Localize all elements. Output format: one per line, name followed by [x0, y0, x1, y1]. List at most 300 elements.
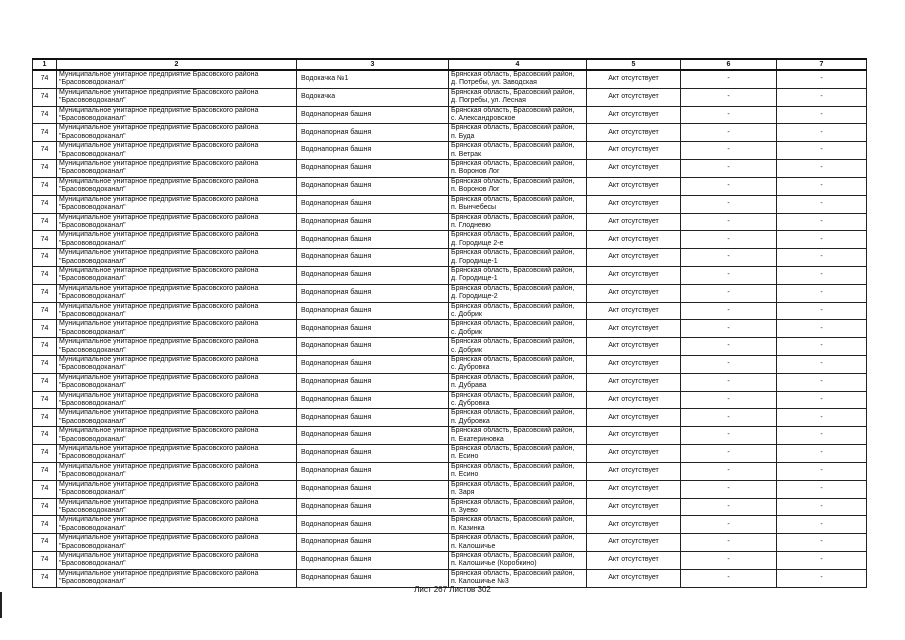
row-number	[33, 213, 57, 231]
organization-name-text: "Брасововодоканал"	[59, 79, 126, 87]
column-6-value-text: -	[727, 342, 730, 350]
object-address-text: п. Глодневю	[451, 221, 491, 229]
column-7-value-text: -	[820, 324, 823, 332]
column-7-value	[777, 551, 867, 569]
row-number	[33, 231, 57, 249]
organization-name-text: "Брасововодоканал"	[59, 489, 126, 497]
object-address	[449, 266, 587, 284]
column-6-value-text: -	[727, 484, 730, 492]
organization-name-text: Муниципальное унитарное предприятие Брасовского района	[59, 498, 259, 506]
organization-name-text: "Брасововодоканал"	[59, 204, 126, 212]
act-status	[587, 249, 681, 267]
object-address-text: Брянская область, Брасовский район,	[451, 409, 575, 417]
column-6-value-text: -	[727, 199, 730, 207]
act-status	[587, 391, 681, 409]
table-header-row	[33, 59, 867, 70]
organization-name-text: "Брасововодоканал"	[59, 578, 126, 586]
act-status	[587, 409, 681, 427]
act-status	[587, 70, 681, 88]
column-6-value	[681, 320, 777, 338]
column-6-value	[681, 142, 777, 160]
column-6-value	[681, 498, 777, 516]
header-col-7: 7	[777, 59, 867, 70]
organization-name	[57, 551, 297, 569]
act-status-text: Акт отсутствует	[608, 378, 659, 386]
column-6-value-text: -	[727, 288, 730, 296]
column-7-value-text: -	[820, 520, 823, 528]
object-name-text: Водонапорная башня	[301, 324, 372, 332]
object-address-text: п. Калошичье	[451, 542, 496, 550]
row-number	[33, 480, 57, 498]
column-6-value-text: -	[727, 502, 730, 510]
organization-name	[57, 409, 297, 427]
column-6-value	[681, 338, 777, 356]
row-number-text: 74	[40, 467, 49, 475]
table-row	[33, 498, 867, 516]
table-row	[33, 160, 867, 178]
column-6-value	[681, 480, 777, 498]
column-6-value	[681, 231, 777, 249]
column-6-value-text: -	[727, 573, 730, 581]
organization-name-text: "Брасововодоканал"	[59, 168, 126, 176]
object-name	[297, 480, 449, 498]
column-7-value	[777, 534, 867, 552]
table-row	[33, 338, 867, 356]
organization-name-text: "Брасововодоканал"	[59, 506, 126, 514]
column-7-value	[777, 124, 867, 142]
object-address-text: д. Городище-1	[451, 275, 498, 283]
column-7-value	[777, 70, 867, 88]
column-6-value-text: -	[727, 164, 730, 172]
table-row	[33, 445, 867, 463]
row-number	[33, 177, 57, 195]
column-7-value	[777, 284, 867, 302]
act-status	[587, 462, 681, 480]
object-name	[297, 534, 449, 552]
column-6-value-text: -	[727, 324, 730, 332]
object-address-text: п. Казинка	[451, 524, 485, 532]
act-status-text: Акт отсутствует	[608, 395, 659, 403]
act-status-text: Акт отсутствует	[608, 93, 659, 101]
organization-name-text: "Брасововодоканал"	[59, 275, 126, 283]
row-number-text: 74	[40, 324, 49, 332]
row-number-text: 74	[40, 235, 49, 243]
object-name	[297, 516, 449, 534]
object-name	[297, 231, 449, 249]
organization-name	[57, 338, 297, 356]
column-6-value-text: -	[727, 217, 730, 225]
object-name-text: Водонапорная башня	[301, 360, 372, 368]
object-name	[297, 462, 449, 480]
object-address-text: Брянская область, Брасовский район,	[451, 106, 575, 114]
organization-name-text: Муниципальное унитарное предприятие Брасовского района	[59, 480, 259, 488]
column-7-value-text: -	[820, 378, 823, 386]
column-7-value-text: -	[820, 395, 823, 403]
row-number-text: 74	[40, 288, 49, 296]
row-number-text: 74	[40, 217, 49, 225]
act-status-text: Акт отсутствует	[608, 217, 659, 225]
row-number-text: 74	[40, 538, 49, 546]
object-name	[297, 427, 449, 445]
act-status-text: Акт отсутствует	[608, 556, 659, 564]
row-number	[33, 551, 57, 569]
row-number	[33, 142, 57, 160]
column-6-value-text: -	[727, 556, 730, 564]
object-address-text: с. Добрик	[451, 310, 482, 318]
act-status	[587, 534, 681, 552]
column-7-value-text: -	[820, 271, 823, 279]
column-6-value	[681, 534, 777, 552]
object-address	[449, 231, 587, 249]
row-number-text: 74	[40, 271, 49, 279]
act-status-text: Акт отсутствует	[608, 182, 659, 190]
column-6-value-text: -	[727, 520, 730, 528]
object-address-text: Брянская область, Брасовский район,	[451, 320, 575, 328]
organization-name	[57, 302, 297, 320]
column-6-value	[681, 177, 777, 195]
row-number-text: 74	[40, 128, 49, 136]
object-address-text: д. Городище 2-е	[451, 239, 504, 247]
row-number-text: 74	[40, 75, 49, 83]
organization-name-text: Муниципальное унитарное предприятие Брасовского района	[59, 177, 259, 185]
act-status-text: Акт отсутствует	[608, 342, 659, 350]
table-row	[33, 88, 867, 106]
act-status-text: Акт отсутствует	[608, 502, 659, 510]
object-name-text: Водокачка	[301, 93, 336, 101]
act-status-text: Акт отсутствует	[608, 110, 659, 118]
object-name-text: Водонапорная башня	[301, 235, 372, 243]
object-address-text: Брянская область, Брасовский район,	[451, 427, 575, 435]
organization-name	[57, 70, 297, 88]
column-6-value	[681, 302, 777, 320]
object-address-text: Брянская область, Брасовский район,	[451, 534, 575, 542]
act-status-text: Акт отсутствует	[608, 146, 659, 154]
row-number	[33, 88, 57, 106]
table-row	[33, 249, 867, 267]
object-name-text: Водонапорная башня	[301, 502, 372, 510]
act-status	[587, 160, 681, 178]
column-6-value-text: -	[727, 395, 730, 403]
row-number	[33, 70, 57, 88]
table-row	[33, 70, 867, 88]
object-address-text: Брянская область, Брасовский район,	[451, 284, 575, 292]
object-address-text: Брянская область, Брасовский район,	[451, 338, 575, 346]
column-7-value	[777, 177, 867, 195]
row-number-text: 74	[40, 484, 49, 492]
organization-name-text: "Брасововодоканал"	[59, 132, 126, 140]
object-address	[449, 551, 587, 569]
organization-name-text: "Брасововодоканал"	[59, 382, 126, 390]
column-6-value	[681, 427, 777, 445]
column-6-value-text: -	[727, 378, 730, 386]
column-6-value	[681, 551, 777, 569]
column-6-value	[681, 462, 777, 480]
header-col-3: 3	[297, 59, 449, 70]
column-6-value	[681, 266, 777, 284]
act-status	[587, 302, 681, 320]
object-address-text: с. Александровское	[451, 115, 516, 123]
object-name	[297, 160, 449, 178]
object-name-text: Водонапорная башня	[301, 271, 372, 279]
organization-name-text: Муниципальное унитарное предприятие Брасовского района	[59, 88, 259, 96]
act-status	[587, 427, 681, 445]
column-7-value	[777, 356, 867, 374]
object-name-text: Водонапорная башня	[301, 431, 372, 439]
table-row	[33, 373, 867, 391]
organization-name-text: Муниципальное унитарное предприятие Брасовского района	[59, 551, 259, 559]
column-7-value-text: -	[820, 253, 823, 261]
object-name	[297, 320, 449, 338]
organization-name-text: "Брасововодоканал"	[59, 186, 126, 194]
act-status-text: Акт отсутствует	[608, 288, 659, 296]
organization-name-text: Муниципальное унитарное предприятие Брасовского района	[59, 320, 259, 328]
column-7-value	[777, 373, 867, 391]
column-6-value-text: -	[727, 182, 730, 190]
object-name-text: Водонапорная башня	[301, 467, 372, 475]
object-name	[297, 195, 449, 213]
object-address-text: Брянская область, Брасовский район,	[451, 160, 575, 168]
row-number	[33, 338, 57, 356]
table-row	[33, 462, 867, 480]
object-name	[297, 338, 449, 356]
column-6-value-text: -	[727, 449, 730, 457]
object-name	[297, 266, 449, 284]
object-address-text: Брянская область, Брасовский район,	[451, 71, 575, 78]
column-6-value	[681, 70, 777, 88]
column-7-value	[777, 320, 867, 338]
object-name-text: Водонапорная башня	[301, 253, 372, 261]
row-number	[33, 302, 57, 320]
column-7-value	[777, 338, 867, 356]
object-address-text: Брянская область, Брасовский район,	[451, 373, 575, 381]
column-7-value-text: -	[820, 431, 823, 439]
table-row	[33, 409, 867, 427]
organization-name-text: Муниципальное унитарное предприятие Брасовского района	[59, 409, 259, 417]
organization-name-text: "Брасововодоканал"	[59, 524, 126, 532]
object-address-text: Брянская область, Брасовский район,	[451, 356, 575, 363]
column-6-value	[681, 445, 777, 463]
organization-name-text: "Брасововодоканал"	[59, 364, 126, 372]
act-status-text: Акт отсутствует	[608, 520, 659, 528]
object-name-text: Водонапорная башня	[301, 288, 372, 296]
act-status	[587, 106, 681, 124]
organization-name-text: "Брасововодоканал"	[59, 400, 126, 408]
column-7-value	[777, 231, 867, 249]
organization-name	[57, 88, 297, 106]
object-address-text: Брянская область, Брасовский район,	[451, 569, 575, 577]
object-name	[297, 70, 449, 88]
object-address-text: п. Буда	[451, 132, 475, 140]
row-number	[33, 195, 57, 213]
object-address-text: п. Калошичье (Коробкино)	[451, 560, 537, 568]
organization-name-text: "Брасововодоканал"	[59, 293, 126, 301]
organization-name	[57, 356, 297, 374]
object-address-text: с. Добрик	[451, 328, 482, 336]
row-number	[33, 356, 57, 374]
object-address-text: с. Дубровка	[451, 400, 490, 408]
act-status	[587, 373, 681, 391]
column-7-value	[777, 213, 867, 231]
column-7-value	[777, 195, 867, 213]
table-row	[33, 177, 867, 195]
row-number	[33, 516, 57, 534]
column-7-value-text: -	[820, 217, 823, 225]
object-address	[449, 427, 587, 445]
object-name-text: Водонапорная башня	[301, 520, 372, 528]
object-name	[297, 498, 449, 516]
organization-name	[57, 266, 297, 284]
table-row	[33, 320, 867, 338]
table-row	[33, 534, 867, 552]
organization-name-text: Муниципальное унитарное предприятие Брасовского района	[59, 266, 259, 274]
act-status-text: Акт отсутствует	[608, 253, 659, 261]
organization-name-text: "Брасововодоканал"	[59, 453, 126, 461]
row-number-text: 74	[40, 199, 49, 207]
object-address	[449, 284, 587, 302]
object-address-text: д. Погребы, ул. Лесная	[451, 97, 526, 105]
object-name-text: Водонапорная башня	[301, 217, 372, 225]
organization-name-text: Муниципальное унитарное предприятие Брасовского района	[59, 231, 259, 239]
organization-name	[57, 213, 297, 231]
organization-name-text: Муниципальное унитарное предприятие Брасовского района	[59, 284, 259, 292]
table-row	[33, 302, 867, 320]
object-address-text: Брянская область, Брасовский район,	[451, 177, 575, 185]
act-status-text: Акт отсутствует	[608, 413, 659, 421]
organization-name	[57, 462, 297, 480]
act-status	[587, 498, 681, 516]
column-7-value	[777, 266, 867, 284]
organization-name-text: Муниципальное унитарное предприятие Брасовского района	[59, 124, 259, 132]
row-number-text: 74	[40, 182, 49, 190]
table-row	[33, 551, 867, 569]
organization-name-text: Муниципальное унитарное предприятие Брасовского района	[59, 356, 259, 363]
object-name-text: Водокачка №1	[301, 75, 349, 83]
row-number	[33, 106, 57, 124]
organization-name-text: "Брасововодоканал"	[59, 97, 126, 105]
organization-name-text: "Брасововодоканал"	[59, 115, 126, 123]
object-name	[297, 373, 449, 391]
object-address	[449, 106, 587, 124]
object-address	[449, 160, 587, 178]
act-status-text: Акт отсутствует	[608, 128, 659, 136]
object-address	[449, 445, 587, 463]
row-number-text: 74	[40, 573, 49, 581]
table-row	[33, 142, 867, 160]
column-6-value-text: -	[727, 413, 730, 421]
table-row	[33, 195, 867, 213]
object-address-text: п. Ветрак	[451, 150, 482, 158]
object-name-text: Водонапорная башня	[301, 484, 372, 492]
column-7-value-text: -	[820, 467, 823, 475]
header-col-2: 2	[57, 59, 297, 70]
column-6-value-text: -	[727, 360, 730, 368]
organization-name-text: Муниципальное унитарное предприятие Брасовского района	[59, 195, 259, 203]
organization-name	[57, 231, 297, 249]
row-number-text: 74	[40, 556, 49, 564]
column-7-value-text: -	[820, 538, 823, 546]
act-status	[587, 338, 681, 356]
column-7-value	[777, 391, 867, 409]
table-row	[33, 106, 867, 124]
object-address	[449, 142, 587, 160]
column-7-value	[777, 462, 867, 480]
object-address	[449, 516, 587, 534]
column-7-value	[777, 106, 867, 124]
object-address-text: Брянская область, Брасовский район,	[451, 516, 575, 524]
column-6-value-text: -	[727, 306, 730, 314]
column-6-value	[681, 195, 777, 213]
column-7-value-text: -	[820, 484, 823, 492]
object-address-text: п. Зуево	[451, 506, 478, 514]
object-address	[449, 462, 587, 480]
object-address	[449, 409, 587, 427]
row-number-text: 74	[40, 502, 49, 510]
object-address-text: Брянская область, Брасовский район,	[451, 445, 575, 453]
object-name	[297, 409, 449, 427]
column-7-value-text: -	[820, 573, 823, 581]
organization-name	[57, 284, 297, 302]
column-6-value	[681, 356, 777, 374]
object-address-text: с. Дубровка	[451, 364, 490, 372]
organization-name-text: "Брасововодоканал"	[59, 221, 126, 229]
column-7-value	[777, 142, 867, 160]
object-name-text: Водонапорная башня	[301, 146, 372, 154]
column-6-value	[681, 106, 777, 124]
object-name-text: Водонапорная башня	[301, 164, 372, 172]
organization-name-text: "Брасововодоканал"	[59, 417, 126, 425]
row-number	[33, 427, 57, 445]
organization-name	[57, 391, 297, 409]
column-7-value	[777, 409, 867, 427]
organization-name	[57, 106, 297, 124]
row-number	[33, 498, 57, 516]
object-address	[449, 356, 587, 374]
object-address	[449, 302, 587, 320]
object-address-text: д. Городище-2	[451, 293, 498, 301]
column-7-value-text: -	[820, 164, 823, 172]
column-7-value	[777, 498, 867, 516]
organization-name-text: Муниципальное унитарное предприятие Брасовского района	[59, 427, 259, 435]
act-status	[587, 284, 681, 302]
act-status	[587, 177, 681, 195]
column-6-value	[681, 160, 777, 178]
act-status	[587, 320, 681, 338]
column-7-value	[777, 302, 867, 320]
object-name-text: Водонапорная башня	[301, 556, 372, 564]
act-status-text: Акт отсутствует	[608, 164, 659, 172]
table-row	[33, 266, 867, 284]
row-number-text: 74	[40, 431, 49, 439]
column-7-value-text: -	[820, 342, 823, 350]
object-address	[449, 391, 587, 409]
object-address	[449, 88, 587, 106]
act-status-text: Акт отсутствует	[608, 271, 659, 279]
object-address-text: Брянская область, Брасовский район,	[451, 88, 575, 96]
act-status-text: Акт отсутствует	[608, 324, 659, 332]
organization-name	[57, 534, 297, 552]
table-row	[33, 480, 867, 498]
column-6-value-text: -	[727, 93, 730, 101]
object-address	[449, 373, 587, 391]
organization-name-text: Муниципальное унитарное предприятие Брасовского района	[59, 569, 259, 577]
row-number-text: 74	[40, 360, 49, 368]
row-number-text: 74	[40, 146, 49, 154]
row-number	[33, 320, 57, 338]
table-row	[33, 231, 867, 249]
object-name	[297, 142, 449, 160]
header-col-1: 1	[33, 59, 57, 70]
object-address	[449, 195, 587, 213]
